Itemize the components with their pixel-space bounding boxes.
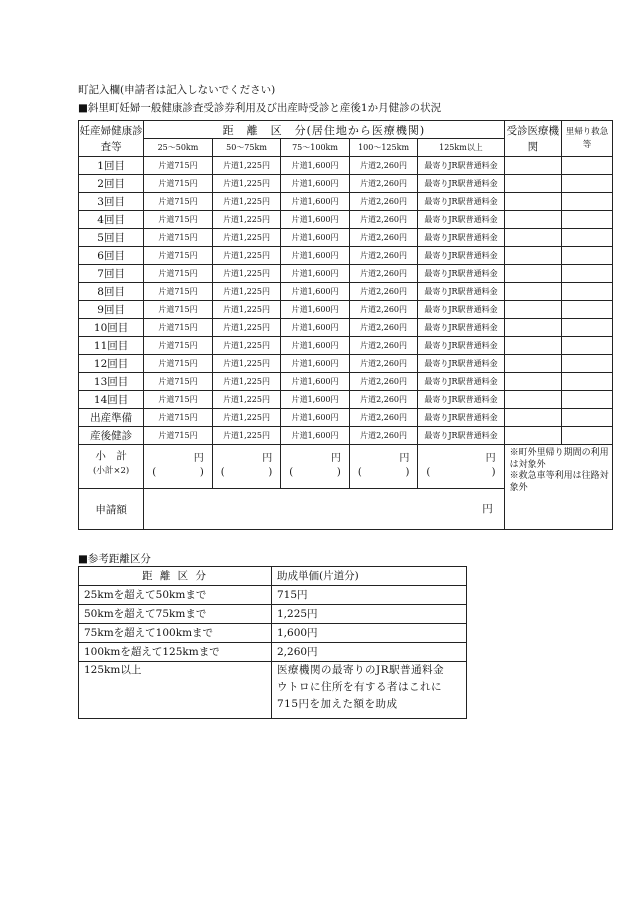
subtotal-label-cell (79, 445, 144, 489)
table-row (79, 193, 613, 211)
return-emergency-cell[interactable] (562, 427, 613, 445)
subtotal-25-50[interactable] (144, 445, 213, 489)
ref-price: 715円 (272, 586, 467, 605)
header-distance-100-125: 100〜125km (349, 139, 418, 157)
fare-25-50[interactable]: 片道715円 (144, 265, 213, 283)
fare-100-125[interactable]: 片道2,260円 (349, 427, 418, 445)
fare-50-75[interactable]: 片道1,225円 (212, 211, 281, 229)
subtotal-label: 小 計 (95, 450, 127, 462)
request-label: 申請額 (79, 489, 144, 530)
clinic-cell[interactable] (504, 265, 561, 283)
yen-unit: 円 (399, 453, 410, 464)
subtotal-125-plus[interactable] (418, 445, 504, 489)
subtotal-sublabel: (小計×2) (93, 466, 130, 476)
fare-75-100[interactable]: 片道1,600円 (281, 193, 350, 211)
paren-open: ( (357, 467, 362, 478)
table-row (79, 211, 613, 229)
fare-25-50[interactable]: 片道715円 (144, 211, 213, 229)
fare-125-plus[interactable]: 最寄りJR駅普通料金 (418, 247, 504, 265)
table-row (79, 355, 613, 373)
table-row (79, 175, 613, 193)
fare-125-plus[interactable]: 最寄りJR駅普通料金 (418, 409, 504, 427)
fare-50-75[interactable]: 片道1,225円 (212, 319, 281, 337)
yen-unit: 円 (193, 453, 204, 464)
fare-25-50[interactable]: 片道715円 (144, 301, 213, 319)
fare-50-75[interactable]: 片道1,225円 (212, 265, 281, 283)
ref-range: 25kmを超えて50kmまで (79, 586, 272, 605)
table-row (79, 283, 613, 301)
fare-100-125[interactable]: 片道2,260円 (349, 265, 418, 283)
paren-close: ) (405, 467, 410, 478)
row-label: 8回目 (79, 283, 144, 301)
clinic-cell[interactable] (504, 283, 561, 301)
return-emergency-cell[interactable] (562, 211, 613, 229)
clinic-cell[interactable] (504, 229, 561, 247)
fare-75-100[interactable]: 片道1,600円 (281, 301, 350, 319)
row-label: 5回目 (79, 229, 144, 247)
fare-25-50[interactable]: 片道715円 (144, 319, 213, 337)
header-return-emergency: 里帰り救急等 (562, 121, 613, 157)
fare-25-50[interactable]: 片道715円 (144, 247, 213, 265)
return-emergency-cell[interactable] (562, 157, 613, 175)
paren-close: ) (491, 467, 496, 478)
paren-open: ( (220, 467, 225, 478)
fare-100-125[interactable]: 片道2,260円 (349, 355, 418, 373)
row-label: 12回目 (79, 355, 144, 373)
table-row (79, 409, 613, 427)
yen-unit: 円 (330, 453, 341, 464)
fare-100-125[interactable]: 片道2,260円 (349, 211, 418, 229)
row-label: 13回目 (79, 373, 144, 391)
fare-25-50[interactable]: 片道715円 (144, 427, 213, 445)
paren-close: ) (268, 467, 273, 478)
subtotal-100-125[interactable] (349, 445, 418, 489)
fare-125-plus[interactable]: 最寄りJR駅普通料金 (418, 301, 504, 319)
ref-range: 50kmを超えて75kmまで (79, 605, 272, 624)
clinic-cell[interactable] (504, 355, 561, 373)
fare-50-75[interactable]: 片道1,225円 (212, 229, 281, 247)
main-section-title: ■斜里町妊婦一般健康診査受診券利用及び出産時受診と産後1か月健診の状況 (78, 102, 442, 114)
yen-unit: 円 (262, 453, 273, 464)
fare-25-50[interactable]: 片道715円 (144, 175, 213, 193)
fare-25-50[interactable]: 片道715円 (144, 229, 213, 247)
fare-125-plus[interactable]: 最寄りJR駅普通料金 (418, 427, 504, 445)
fare-50-75[interactable]: 片道1,225円 (212, 373, 281, 391)
reference-section-title: ■参考距離区分 (78, 553, 151, 565)
return-emergency-cell[interactable] (562, 391, 613, 409)
fare-100-125[interactable]: 片道2,260円 (349, 409, 418, 427)
fare-50-75[interactable]: 片道1,225円 (212, 355, 281, 373)
return-emergency-cell[interactable] (562, 229, 613, 247)
fare-25-50[interactable]: 片道715円 (144, 337, 213, 355)
fare-75-100[interactable]: 片道1,600円 (281, 337, 350, 355)
paren-open: ( (289, 467, 294, 478)
ref-price: 医療機関の最寄りのJR駅普通料金 ウトロに住所を有する者はこれに 715円を加えた額を助成 (272, 662, 467, 719)
row-label: 産後健診 (79, 427, 144, 445)
return-emergency-cell[interactable] (562, 355, 613, 373)
fare-50-75[interactable]: 片道1,225円 (212, 337, 281, 355)
fare-25-50[interactable]: 片道715円 (144, 157, 213, 175)
table-row (79, 427, 613, 445)
header-distance-25-50: 25〜50km (144, 139, 213, 157)
header-distance: 距 離 区 分(居住地から医療機関) (144, 121, 504, 139)
ref-price: 2,260円 (272, 643, 467, 662)
fare-25-50[interactable]: 片道715円 (144, 409, 213, 427)
paren-close: ) (336, 467, 341, 478)
fare-50-75[interactable]: 片道1,225円 (212, 409, 281, 427)
header-distance-125-plus: 125km以上 (418, 139, 504, 157)
header-distance-75-100: 75〜100km (281, 139, 350, 157)
clinic-cell[interactable] (504, 211, 561, 229)
table-row (79, 391, 613, 409)
return-emergency-cell[interactable] (562, 301, 613, 319)
return-emergency-cell[interactable] (562, 409, 613, 427)
fare-50-75[interactable]: 片道1,225円 (212, 301, 281, 319)
row-label: 出産準備 (79, 409, 144, 427)
fare-125-plus[interactable]: 最寄りJR駅普通料金 (418, 373, 504, 391)
clinic-cell[interactable] (504, 373, 561, 391)
fare-100-125[interactable]: 片道2,260円 (349, 373, 418, 391)
fare-75-100[interactable]: 片道1,600円 (281, 211, 350, 229)
row-label: 4回目 (79, 211, 144, 229)
table-row (79, 662, 467, 719)
fare-75-100[interactable]: 片道1,600円 (281, 265, 350, 283)
fare-100-125[interactable]: 片道2,260円 (349, 301, 418, 319)
header-checkup-type: 妊産婦健康診査等 (79, 121, 144, 157)
table-row (79, 247, 613, 265)
ref-price: 1,225円 (272, 605, 467, 624)
return-emergency-cell[interactable] (562, 175, 613, 193)
fare-75-100[interactable]: 片道1,600円 (281, 229, 350, 247)
clinic-cell[interactable] (504, 391, 561, 409)
clinic-cell[interactable] (504, 427, 561, 445)
clinic-cell[interactable] (504, 337, 561, 355)
row-label: 7回目 (79, 265, 144, 283)
fare-125-plus[interactable]: 最寄りJR駅普通料金 (418, 337, 504, 355)
ref-range: 125km以上 (79, 662, 272, 719)
fare-50-75[interactable]: 片道1,225円 (212, 193, 281, 211)
fare-75-100[interactable]: 片道1,600円 (281, 427, 350, 445)
fare-50-75[interactable]: 片道1,225円 (212, 175, 281, 193)
fare-100-125[interactable]: 片道2,260円 (349, 229, 418, 247)
fare-25-50[interactable]: 片道715円 (144, 373, 213, 391)
table-row (79, 586, 467, 605)
ref-range: 100kmを超えて125kmまで (79, 643, 272, 662)
fare-75-100[interactable]: 片道1,600円 (281, 409, 350, 427)
request-amount-field[interactable] (144, 489, 504, 530)
clinic-cell[interactable] (504, 319, 561, 337)
checkup-status-table (78, 120, 613, 530)
fare-125-plus[interactable]: 最寄りJR駅普通料金 (418, 193, 504, 211)
fare-75-100[interactable]: 片道1,600円 (281, 355, 350, 373)
fare-75-100[interactable]: 片道1,600円 (281, 373, 350, 391)
clinic-cell[interactable] (504, 175, 561, 193)
fare-100-125[interactable]: 片道2,260円 (349, 157, 418, 175)
fare-25-50[interactable]: 片道715円 (144, 391, 213, 409)
eligibility-notes: ※町外里帰り期間の利用は対象外 ※救急車等利用は往路対象外 (504, 445, 612, 530)
fare-50-75[interactable]: 片道1,225円 (212, 391, 281, 409)
return-emergency-cell[interactable] (562, 319, 613, 337)
ref-range: 75kmを超えて100kmまで (79, 624, 272, 643)
fare-75-100[interactable]: 片道1,600円 (281, 283, 350, 301)
table-row (79, 643, 467, 662)
fare-25-50[interactable]: 片道715円 (144, 193, 213, 211)
row-label: 11回目 (79, 337, 144, 355)
fare-25-50[interactable]: 片道715円 (144, 355, 213, 373)
row-label: 9回目 (79, 301, 144, 319)
table-row (79, 229, 613, 247)
clinic-cell[interactable] (504, 301, 561, 319)
fare-125-plus[interactable]: 最寄りJR駅普通料金 (418, 265, 504, 283)
row-label: 1回目 (79, 157, 144, 175)
subtotal-75-100[interactable] (281, 445, 350, 489)
fare-125-plus[interactable]: 最寄りJR駅普通料金 (418, 391, 504, 409)
fare-100-125[interactable]: 片道2,260円 (349, 391, 418, 409)
clinic-cell[interactable] (504, 409, 561, 427)
fare-100-125[interactable]: 片道2,260円 (349, 175, 418, 193)
paren-open: ( (152, 467, 157, 478)
fare-75-100[interactable]: 片道1,600円 (281, 247, 350, 265)
fare-50-75[interactable]: 片道1,225円 (212, 247, 281, 265)
fare-125-plus[interactable]: 最寄りJR駅普通料金 (418, 211, 504, 229)
row-label: 6回目 (79, 247, 144, 265)
fare-100-125[interactable]: 片道2,260円 (349, 337, 418, 355)
fare-125-plus[interactable]: 最寄りJR駅普通料金 (418, 319, 504, 337)
ref-header-distance: 距 離 区 分 (79, 567, 272, 586)
return-emergency-cell[interactable] (562, 193, 613, 211)
table-row (79, 301, 613, 319)
clinic-cell[interactable] (504, 193, 561, 211)
paren-close: ) (199, 467, 204, 478)
fare-75-100[interactable]: 片道1,600円 (281, 391, 350, 409)
return-emergency-cell[interactable] (562, 265, 613, 283)
fare-75-100[interactable]: 片道1,600円 (281, 175, 350, 193)
fare-75-100[interactable]: 片道1,600円 (281, 157, 350, 175)
fare-125-plus[interactable]: 最寄りJR駅普通料金 (418, 355, 504, 373)
return-emergency-cell[interactable] (562, 247, 613, 265)
clinic-cell[interactable] (504, 157, 561, 175)
header-distance-50-75: 50〜75km (212, 139, 281, 157)
table-row (79, 265, 613, 283)
fare-50-75[interactable]: 片道1,225円 (212, 427, 281, 445)
row-label: 2回目 (79, 175, 144, 193)
fare-125-plus[interactable]: 最寄りJR駅普通料金 (418, 283, 504, 301)
fare-50-75[interactable]: 片道1,225円 (212, 157, 281, 175)
table-row (79, 337, 613, 355)
row-label: 3回目 (79, 193, 144, 211)
fare-25-50[interactable]: 片道715円 (144, 283, 213, 301)
fare-125-plus[interactable]: 最寄りJR駅普通料金 (418, 175, 504, 193)
row-label: 10回目 (79, 319, 144, 337)
reference-distance-table (78, 566, 467, 719)
fare-125-plus[interactable]: 最寄りJR駅普通料金 (418, 229, 504, 247)
return-emergency-cell[interactable] (562, 337, 613, 355)
fare-75-100[interactable]: 片道1,600円 (281, 319, 350, 337)
subtotal-row (79, 445, 613, 489)
table-row (79, 157, 613, 175)
fare-125-plus[interactable]: 最寄りJR駅普通料金 (418, 157, 504, 175)
ref-header-price: 助成単価(片道分) (272, 567, 467, 586)
fare-50-75[interactable]: 片道1,225円 (212, 283, 281, 301)
return-emergency-cell[interactable] (562, 283, 613, 301)
header-clinic: 受診医療機関 (504, 121, 561, 157)
table-row (79, 624, 467, 643)
yen-unit: 円 (482, 503, 493, 515)
fare-100-125[interactable]: 片道2,260円 (349, 193, 418, 211)
return-emergency-cell[interactable] (562, 373, 613, 391)
subtotal-50-75[interactable] (212, 445, 281, 489)
yen-unit: 円 (485, 453, 496, 464)
fare-100-125[interactable]: 片道2,260円 (349, 283, 418, 301)
staff-use-note: 町記入欄(申請者は記入しないでください) (78, 84, 276, 96)
ref-price: 1,600円 (272, 624, 467, 643)
fare-100-125[interactable]: 片道2,260円 (349, 319, 418, 337)
fare-100-125[interactable]: 片道2,260円 (349, 247, 418, 265)
table-row (79, 605, 467, 624)
clinic-cell[interactable] (504, 247, 561, 265)
paren-open: ( (426, 467, 431, 478)
table-row (79, 319, 613, 337)
table-row (79, 373, 613, 391)
row-label: 14回目 (79, 391, 144, 409)
